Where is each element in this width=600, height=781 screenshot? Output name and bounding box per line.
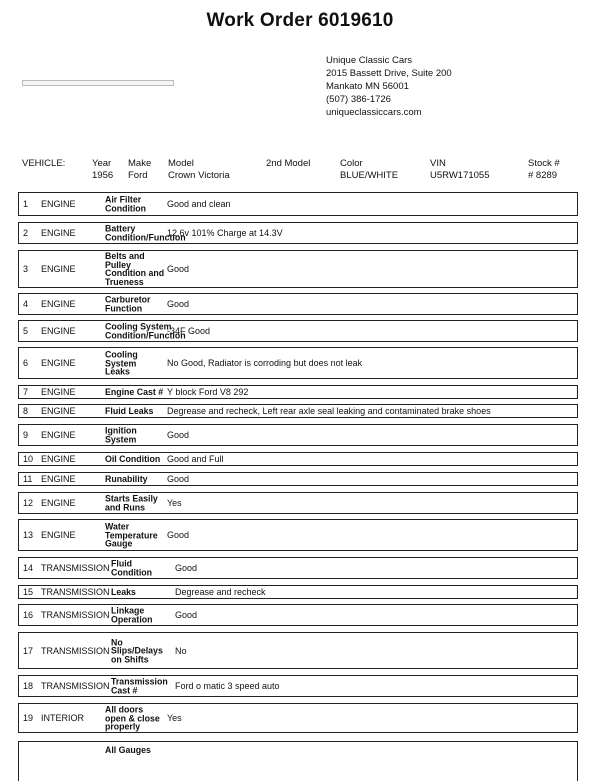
row-item: Starts Easily and Runs	[105, 493, 158, 512]
row-category: TRANSMISSION	[41, 610, 110, 620]
row-category: TRANSMISSION	[41, 587, 110, 597]
vehicle-label: VEHICLE:	[22, 158, 66, 169]
vehicle-year	[92, 158, 113, 182]
year-value: 1956	[92, 170, 114, 181]
row-number: 5	[23, 326, 29, 336]
company-logo-placeholder	[22, 80, 174, 86]
table-row	[18, 192, 578, 216]
row-category: ENGINE	[41, 474, 76, 484]
row-number: 10	[23, 454, 34, 464]
row-item: Battery Condition/Function	[105, 223, 186, 242]
row-category: ENGINE	[41, 228, 76, 238]
row-result: Good	[167, 530, 190, 540]
company-address: 2015 Bassett Drive, Suite 200	[326, 68, 452, 79]
company-info	[326, 54, 452, 119]
row-item: Leaks	[111, 586, 136, 597]
vin-label: VIN	[430, 158, 446, 169]
table-row	[18, 293, 578, 315]
row-result: Yes	[167, 498, 182, 508]
table-row	[18, 492, 578, 514]
vehicle-model	[168, 158, 230, 182]
row-category: TRANSMISSION	[41, 645, 110, 656]
row-result: Good	[175, 563, 198, 573]
row-category: INTERIOR	[41, 713, 85, 723]
row-item: All doors open & close properly	[105, 704, 160, 732]
row-category: ENGINE	[41, 430, 76, 440]
table-row	[18, 519, 578, 551]
row-result: Good	[167, 474, 190, 484]
row-number: 17	[23, 645, 34, 656]
row-item: All Gauges	[105, 745, 151, 755]
table-row	[18, 472, 578, 486]
vehicle-make	[128, 158, 151, 182]
row-result: Good and Full	[167, 454, 224, 464]
row-item: Fluid Leaks	[105, 405, 154, 416]
row-item: Transmission Cast #	[111, 676, 168, 695]
row-item: Fluid Condition	[111, 558, 153, 577]
row-number: 11	[23, 474, 33, 484]
row-item: Belts and Pulley Condition and Trueness	[105, 251, 165, 287]
row-number: 3	[23, 264, 29, 274]
row-category: ENGINE	[41, 299, 76, 309]
table-row	[18, 632, 578, 669]
row-category: ENGINE	[41, 498, 76, 508]
row-number: 12	[23, 498, 34, 508]
row-item: Cooling System Condition/Function	[105, 321, 186, 340]
company-website[interactable]: uniqueclassiccars.com	[326, 107, 422, 118]
row-number: 4	[23, 299, 29, 309]
row-result: No	[175, 645, 187, 656]
row-result: Ford o matic 3 speed auto	[175, 681, 280, 691]
row-result: -34F Good	[167, 326, 211, 336]
row-result: Good and clean	[167, 199, 231, 209]
row-category: TRANSMISSION	[41, 563, 110, 573]
row-category: ENGINE	[41, 387, 76, 397]
row-result: Degrease and recheck, Left rear axle seal leaking and contaminated brake shoes	[167, 406, 491, 416]
vehicle-vin	[430, 158, 490, 182]
row-result: Good	[175, 610, 198, 620]
row-item: Air Filter Condition	[105, 194, 147, 213]
row-category: ENGINE	[41, 358, 76, 368]
row-number: 6	[23, 358, 29, 368]
row-number: 9	[23, 430, 29, 440]
row-category: ENGINE	[41, 264, 76, 274]
table-row	[18, 250, 578, 288]
row-result: Good	[167, 299, 190, 309]
row-item: Cooling System Leaks	[105, 349, 138, 377]
vehicle-info	[0, 158, 600, 184]
table-row	[18, 585, 578, 599]
row-item: No Slips/Delays on Shifts	[111, 636, 163, 664]
row-number: 13	[23, 530, 34, 540]
table-row	[18, 424, 578, 446]
row-result: Yes	[167, 713, 182, 723]
row-item: Runability	[105, 473, 148, 484]
vehicle-stock	[528, 158, 560, 182]
row-category: ENGINE	[41, 406, 76, 416]
table-row	[18, 452, 578, 466]
company-city: Mankato MN 56001	[326, 81, 409, 92]
row-result: Good	[167, 430, 190, 440]
table-row	[18, 347, 578, 379]
row-category: ENGINE	[41, 199, 76, 209]
model-label: Model	[168, 158, 194, 169]
row-category: ENGINE	[41, 326, 76, 336]
table-row	[18, 385, 578, 399]
year-label: Year	[92, 158, 112, 169]
row-number: 16	[23, 610, 34, 620]
table-row	[18, 404, 578, 418]
stock-value: # 8289	[528, 170, 558, 181]
model2-label: 2nd Model	[266, 158, 311, 169]
table-row	[18, 675, 578, 697]
make-label: Make	[128, 158, 152, 169]
company-phone: (507) 386-1726	[326, 94, 391, 105]
row-number: 14	[23, 563, 34, 573]
row-result: Y block Ford V8 292	[167, 387, 249, 397]
row-item: Oil Condition	[105, 453, 161, 464]
make-value: Ford	[128, 170, 148, 181]
table-row	[18, 557, 578, 579]
row-result: Good	[167, 264, 190, 274]
row-item: Carburetor Function	[105, 294, 151, 313]
row-number: 1	[23, 199, 29, 209]
stock-label: Stock #	[528, 158, 560, 169]
row-category: ENGINE	[41, 454, 76, 464]
table-row	[18, 604, 578, 626]
vehicle-color	[340, 158, 398, 182]
vehicle-model2	[266, 158, 310, 170]
row-result: 12.6v 101% Charge at 14.3V	[167, 228, 283, 238]
model-value: Crown Victoria	[168, 170, 230, 181]
row-category: TRANSMISSION	[41, 681, 110, 691]
row-number: 2	[23, 228, 29, 238]
color-label: Color	[340, 158, 363, 169]
row-number: 19	[23, 713, 34, 723]
row-number: 15	[23, 587, 34, 597]
row-category: ENGINE	[41, 530, 76, 540]
row-item: Ignition System	[105, 425, 137, 444]
row-item: Water Temperature Gauge	[105, 521, 158, 549]
vin-value: U5RW171055	[430, 170, 490, 181]
table-row	[18, 320, 578, 342]
row-number: 7	[23, 387, 29, 397]
row-item: Linkage Operation	[111, 605, 153, 624]
row-result: No Good, Radiator is corroding but does not leak	[167, 358, 363, 368]
table-row	[18, 222, 578, 244]
row-number: 18	[23, 681, 34, 691]
page-title: Work Order 6019610	[206, 10, 394, 31]
table-row	[18, 741, 578, 781]
company-name: Unique Classic Cars	[326, 55, 413, 66]
row-number: 8	[23, 406, 29, 416]
table-row	[18, 703, 578, 733]
row-item: Engine Cast #	[105, 386, 164, 397]
row-result: Degrease and recheck	[175, 587, 266, 597]
color-value: BLUE/WHITE	[340, 170, 399, 181]
